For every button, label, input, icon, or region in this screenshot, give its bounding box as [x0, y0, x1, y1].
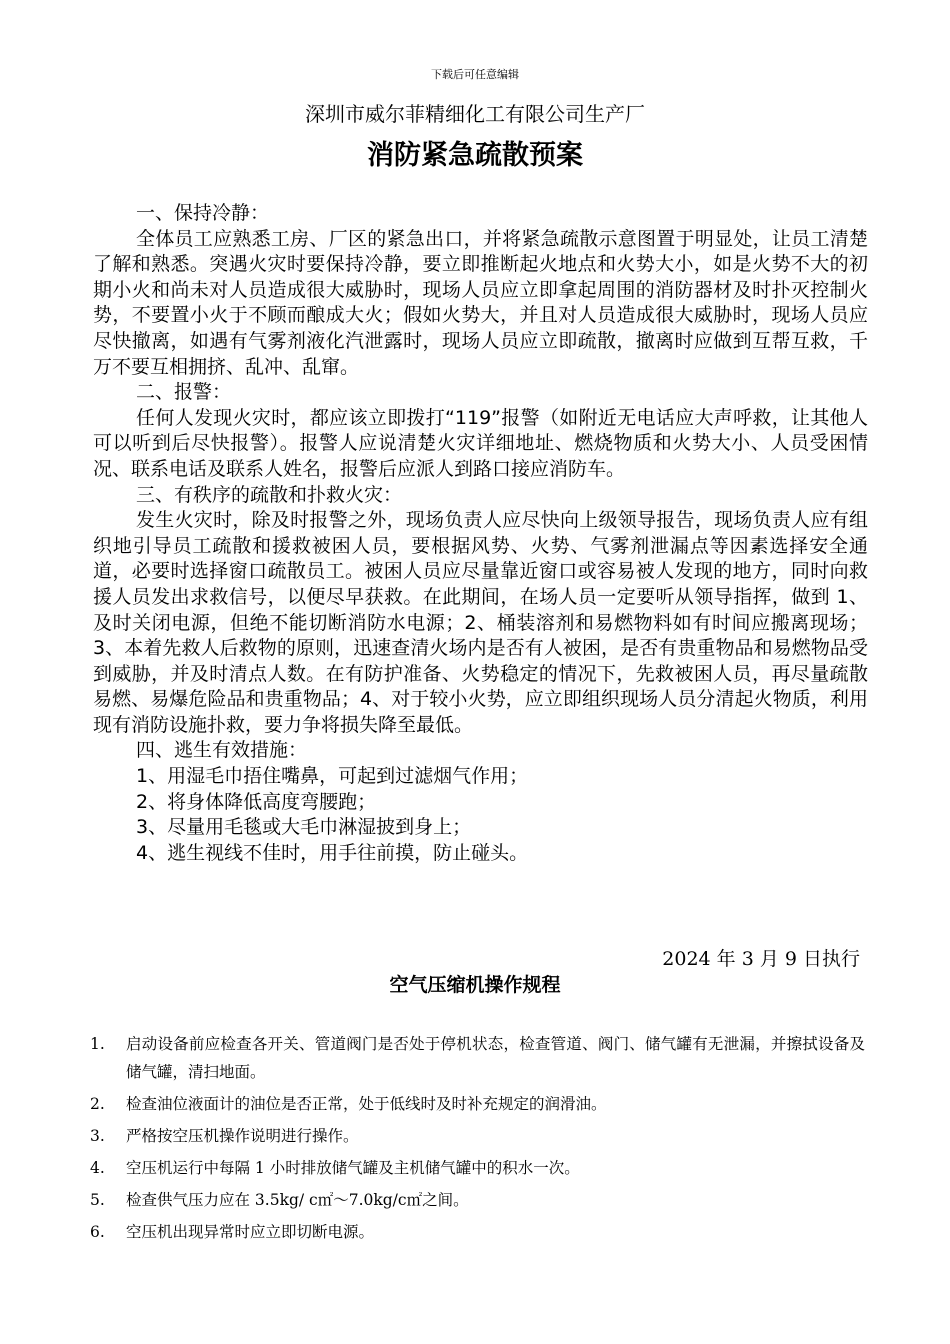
procedure-number: 1.: [90, 1035, 105, 1053]
emergency-plan-body: [93, 201, 868, 866]
procedure-text: 检查油位液面计的油位是否正常，处于低线时及时补充规定的润滑油。: [126, 1095, 607, 1113]
section-paragraph: 任何人发现火灾时，都应该立即拨打“119”报警（如附近无电话应大声呼救，让其他人可以听到后尽快报警）。报警人应说清楚火灾详细地址、燃烧物质和火势大小、人员受困情况、联系电话及联系人姓名，报警后应派人到路口接应消防车。: [93, 406, 868, 480]
section-heading: 二、报警：: [136, 381, 232, 404]
company-name: 深圳市威尔菲精细化工有限公司生产厂: [305, 102, 645, 126]
section-paragraph: 发生火灾时，除及时报警之外，现场负责人应尽快向上级领导报告，现场负责人应有组织地引导员工疏散和援救被困人员，要根据风势、火势、气雾剂泄漏点等因素选择安全通道，必要时选择窗口疏散员工。被困人员应尽量靠近窗口或容易被人发现的地方，同时向救援人员发出求救信号，以便尽早获救。在此期间，在场人员一定要听从领导指挥，做到 1、及时关闭电源，但绝不能切断消防水电源；2、桶装溶剂和易燃物料如有时间应搬离现场；3、本着先救人后救物的原则，迅速查清火场内是否有人被困，是否有贵重物品和易燃物品受到威胁，并及时清点人数。在有防护准备、火势稳定的情况下，先救被困人员，再尽量疏散易燃、易爆危险品和贵重物品；4、对于较小火势，应立即组织现场人员分清起火物质，利用现有消防设施扑救，要力争将损失降至最低。: [93, 509, 868, 736]
procedure-item: [90, 1154, 865, 1182]
procedure-text: 空压机运行中每隔 1 小时排放储气罐及主机储气罐中的积水一次。: [126, 1159, 580, 1177]
procedure-list: [90, 1030, 865, 1250]
procedure-number: 3.: [90, 1127, 105, 1145]
document-title: 消防紧急疏散预案: [367, 140, 583, 171]
procedure-number: 5.: [90, 1191, 105, 1209]
procedure-item: [90, 1186, 865, 1214]
procedure-number: 2.: [90, 1095, 105, 1113]
procedure-number: 6.: [90, 1223, 105, 1241]
section-paragraph: 全体员工应熟悉工房、厂区的紧急出口，并将紧急疏散示意图置于明显处，让员工清楚了解和熟悉。突遇火灾时要保持冷静，要立即推断起火地点和火势大小，如是火势不大的初期小火和尚未对人员造成很大威胁时，现场人员应立即拿起周围的消防器材及时扑灭控制火势，不要置小火于不顾而酿成大火；假如火势大，并且对人员造成很大威胁时，现场人员应尽快撤离，如遇有气雾剂液化汽泄露时，现场人员应立即疏散，撤离时应做到互帮互救，千万不要互相拥挤、乱冲、乱窜。: [93, 227, 868, 378]
execution-date: 2024 年 3 月 9 日执行: [662, 948, 860, 970]
header-note: 下载后可任意编辑: [431, 68, 519, 81]
section-heading: 三、有秩序的疏散和扑救火灾：: [136, 483, 403, 506]
escape-step: 2、将身体降低高度弯腰跑；: [136, 790, 377, 813]
procedure-text: 检查供气压力应在 3.5kg/ c㎡～7.0kg/c㎡之间。: [126, 1191, 469, 1209]
section-heading: 一、保持冷静：: [136, 202, 270, 224]
procedure-text: 启动设备前应检查各开关、管道阀门是否处于停机状态，检查管道、阀门、储气罐有无泄漏，并擦拭设备及储气罐，清扫地面。: [126, 1035, 865, 1081]
procedure-item: [90, 1122, 865, 1150]
procedure-number: 4.: [90, 1159, 105, 1177]
procedure-item: [90, 1030, 865, 1086]
procedure-item: [90, 1090, 865, 1118]
escape-step: 1、用湿毛巾捂住嘴鼻，可起到过滤烟气作用；: [136, 765, 529, 788]
procedure-text: 空压机出现异常时应立即切断电源。: [126, 1223, 375, 1241]
escape-step: 3、尽量用毛毯或大毛巾淋湿披到身上；: [136, 816, 472, 839]
procedure-title: 空气压缩机操作规程: [389, 974, 561, 996]
escape-step: 4、逃生视线不佳时，用手往前摸，防止碰头。: [136, 841, 529, 864]
section-heading: 四、逃生有效措施：: [136, 739, 308, 762]
procedure-text: 严格按空压机操作说明进行操作。: [126, 1127, 359, 1145]
procedure-item: [90, 1218, 865, 1246]
